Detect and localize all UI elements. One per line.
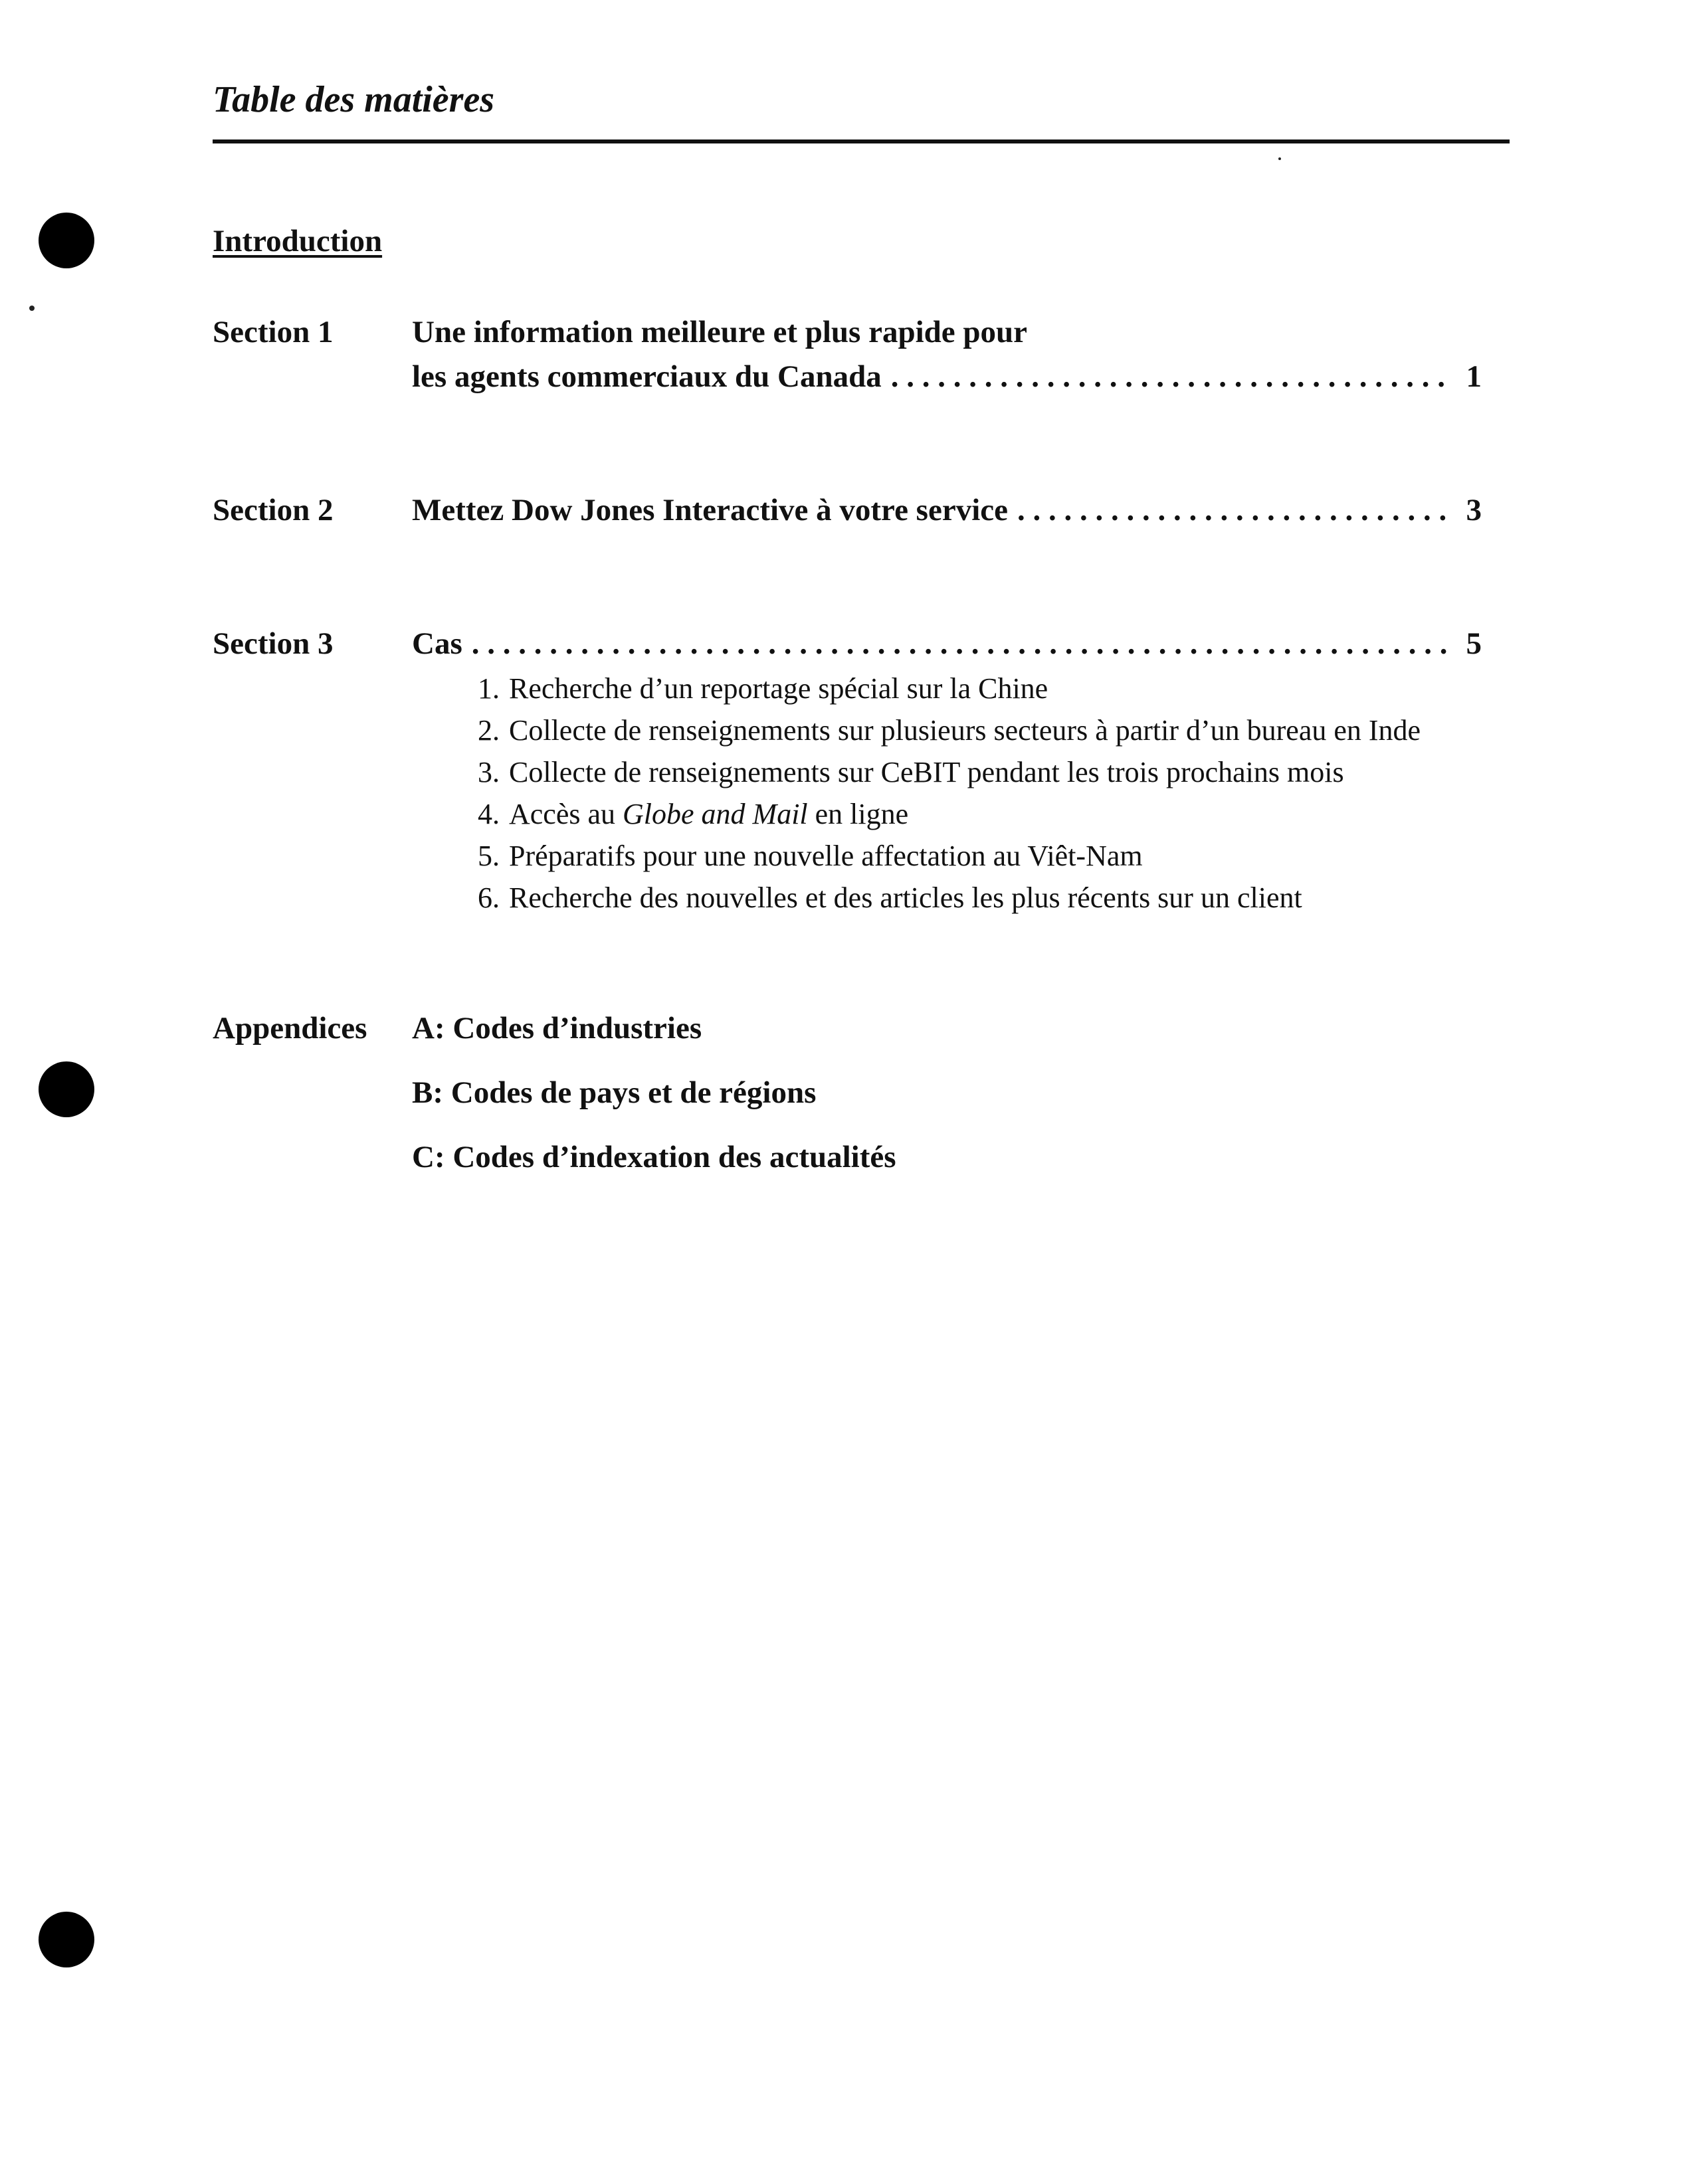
binder-hole-middle — [39, 1061, 94, 1117]
list-item-text: Préparatifs pour une nouvelle affectation au Viêt-Nam — [509, 840, 1143, 872]
appendices-label: Appendices — [213, 1011, 367, 1046]
section-1-entry — [412, 360, 1482, 395]
binder-hole-top — [39, 213, 94, 268]
page-title: Table des matières — [213, 79, 495, 120]
list-item-number: 5. — [478, 840, 500, 872]
scan-speck — [29, 306, 35, 311]
title-rule — [213, 139, 1510, 143]
list-item-number: 1. — [478, 672, 500, 705]
section-1-page-number: 1 — [1466, 359, 1482, 394]
section-1-title-line1: Une information meilleure et plus rapide pour — [412, 315, 1028, 349]
section-1-label: Section 1 — [213, 315, 334, 349]
scan-speck — [1278, 157, 1281, 160]
list-item-number: 3. — [478, 756, 500, 788]
list-item-text: Recherche des nouvelles et des articles les plus récents sur un client — [509, 881, 1302, 914]
section-2-entry — [412, 494, 1482, 528]
dot-leader — [1017, 494, 1452, 528]
section-2-label: Section 2 — [213, 493, 334, 527]
list-item — [458, 751, 1421, 793]
appendix-b: B: Codes de pays et de régions — [412, 1075, 817, 1110]
list-item-number: 4. — [478, 798, 500, 830]
list-item — [458, 835, 1421, 877]
binder-hole-bottom — [39, 1912, 94, 1967]
list-item-text: Recherche d’un reportage spécial sur la Chine — [509, 672, 1048, 705]
dot-leader — [891, 360, 1452, 395]
section-2-title: Mettez Dow Jones Interactive à votre service — [412, 493, 1008, 527]
list-item — [458, 793, 1421, 835]
section-3-label: Section 3 — [213, 626, 334, 661]
introduction-heading: Introduction — [213, 224, 383, 258]
list-item-text — [509, 793, 908, 835]
section-3-entry — [412, 627, 1482, 662]
publication-title: Globe and Mail — [623, 798, 808, 830]
list-item-number: 6. — [478, 881, 500, 914]
appendix-a: A: Codes d’industries — [412, 1011, 702, 1046]
section-3-page-number: 5 — [1466, 626, 1482, 661]
list-item-text: Collecte de renseignements sur plusieurs secteurs à partir d’un bureau en Inde — [509, 714, 1421, 747]
list-item — [458, 668, 1421, 709]
case-list — [458, 668, 1421, 919]
list-item-text-before: Accès au — [509, 798, 623, 830]
section-3-title: Cas — [412, 626, 462, 661]
appendix-c: C: Codes d’indexation des actualités — [412, 1140, 896, 1174]
list-item-text-after: en ligne — [807, 798, 909, 830]
list-item — [458, 877, 1421, 919]
section-2-page-number: 3 — [1466, 493, 1482, 527]
list-item — [458, 709, 1421, 751]
section-1-title-line2: les agents commerciaux du Canada — [412, 359, 882, 394]
dot-leader — [472, 627, 1452, 662]
list-item-text: Collecte de renseignements sur CeBIT pendant les trois prochains mois — [509, 756, 1344, 788]
list-item-number: 2. — [478, 714, 500, 747]
